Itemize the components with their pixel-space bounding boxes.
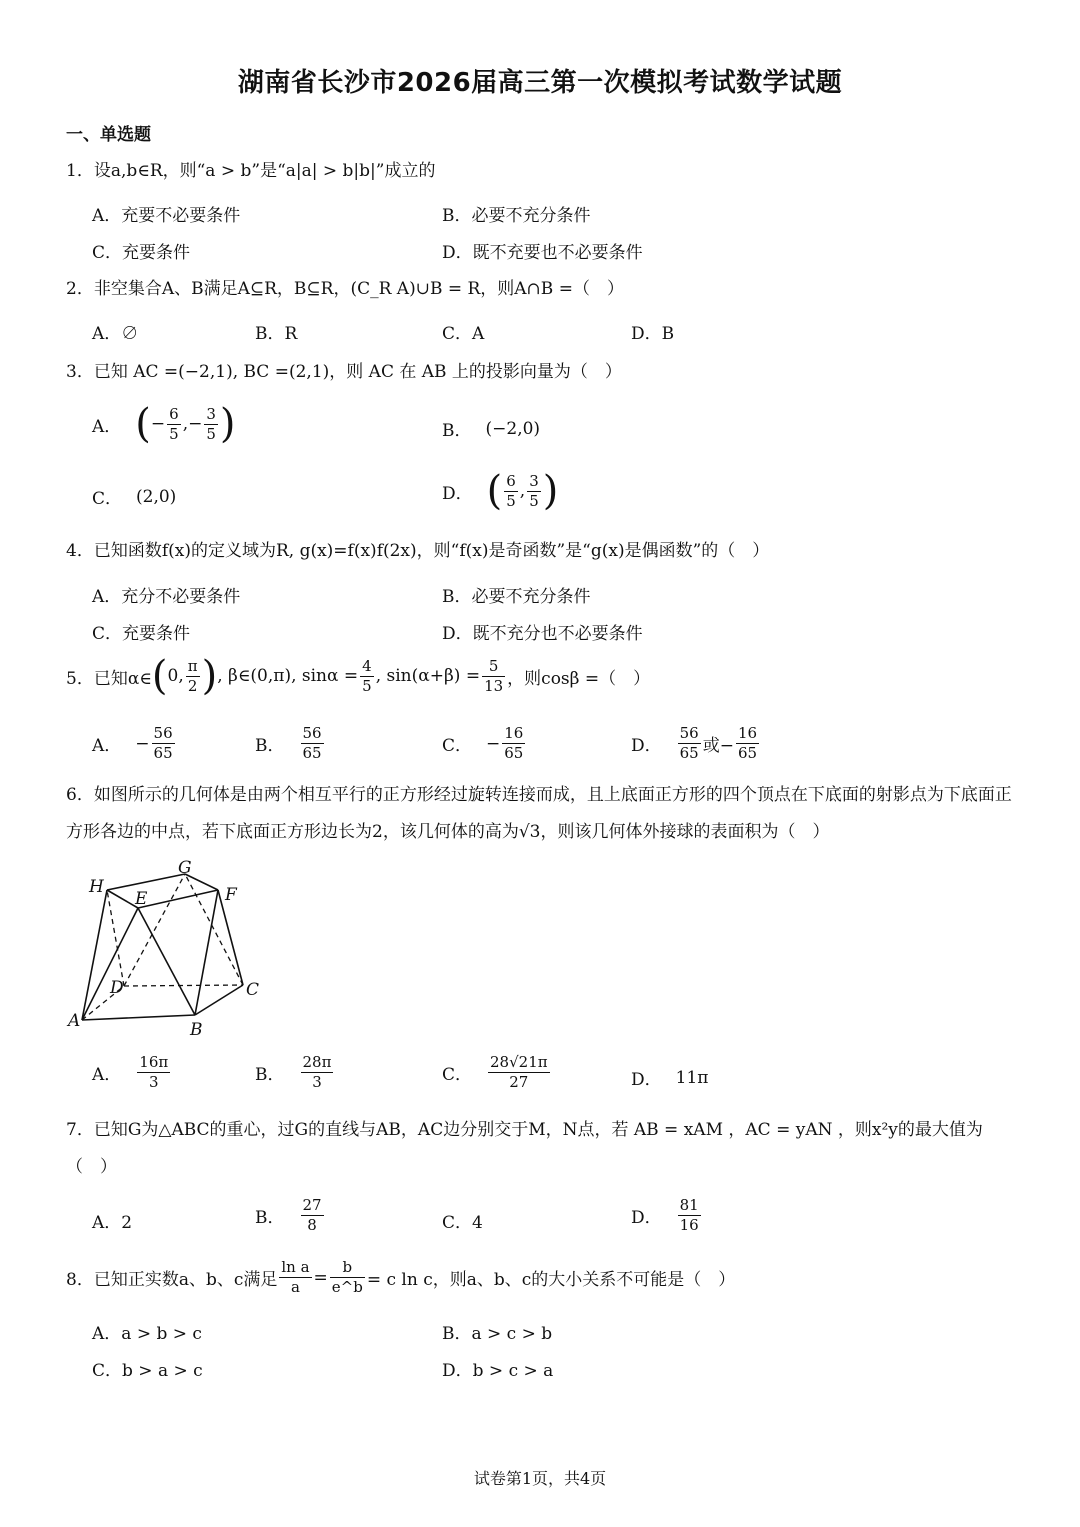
q5-option-c: C． − $\frac{16}{65}$ xyxy=(442,724,524,762)
q8-option-d: D．b > c > a xyxy=(442,1361,554,1381)
q7-option-c: C．4 xyxy=(442,1213,483,1233)
label-c: C xyxy=(246,980,260,1000)
label-e: E xyxy=(135,889,148,909)
exam-title: 湖南省长沙市2026届高三第一次模拟考试数学试题 xyxy=(237,68,843,98)
q6-option-c: C． 28√21π 27 xyxy=(442,1053,548,1091)
edge-ah xyxy=(82,890,107,1020)
label-d: D xyxy=(110,978,124,998)
question-5-stem: 5．已知α∈ ( 0, π 2 ) , β∈(0,π), sinα = $\frac{4}{5}$ , sin(α+β) = $\frac{5}{13}$ ，则cosβ =（ ） xyxy=(66,653,651,699)
q1-option-b: B．必要不充分条件 xyxy=(442,206,591,226)
q1-option-a: A．充要不必要条件 xyxy=(92,206,241,226)
edge-dg xyxy=(124,874,185,986)
q1-option-d: D．既不充要也不必要条件 xyxy=(442,243,643,263)
q4-option-c: C．充要条件 xyxy=(92,624,191,644)
question-2-stem: 2．非空集合A、B满足A⊆R，B⊆R，(C_R A)∪B = R，则A∩B =（ ） xyxy=(66,279,624,299)
q3-option-d: D． ( 6 5 , 3 5 ) xyxy=(442,468,559,514)
label-b: B xyxy=(190,1020,203,1040)
edge-dc xyxy=(124,985,243,986)
question-1-stem: 1．设a,b∈R，则“a > b”是“a|a| > b|b|”成立的 xyxy=(66,161,436,181)
geometry-figure xyxy=(60,855,280,1040)
question-7-stem: 7．已知G为△ABC的重心，过G的直线与AB，AC边分别交于M，N点，若 AB = xAM ，AC = yAN ，则x²y的最大值为（ ） xyxy=(66,1120,983,1177)
question-4-stem: 4．已知函数f(x)的定义域为R, g(x)=f(x)f(2x)，则“f(x)是奇函数”是“g(x)是偶函数”的（ ） xyxy=(66,541,770,561)
q3-option-a-label: A． xyxy=(92,416,122,437)
q5-option-a: A． − $\frac{56}{65}$ xyxy=(92,724,173,762)
q8-option-a: A．a > b > c xyxy=(92,1324,202,1344)
edge-hg xyxy=(107,874,185,890)
edge-dh xyxy=(107,890,124,986)
edge-fe xyxy=(138,890,218,908)
q2-option-c: C．A xyxy=(442,324,485,344)
edge-bc xyxy=(195,985,243,1015)
label-a: A xyxy=(68,1011,81,1031)
q7-option-a: A．2 xyxy=(92,1213,133,1233)
section-heading: 一、单选题 xyxy=(66,125,151,145)
q7-option-d: D． 81 16 xyxy=(631,1196,699,1234)
label-f: F xyxy=(225,885,237,905)
edge-eh xyxy=(107,890,138,908)
edge-be xyxy=(138,908,195,1015)
q6-option-b: B． 28π 3 xyxy=(255,1053,332,1091)
q6-option-d: D． 11π xyxy=(631,1067,709,1090)
q5-option-d: D． 56 65 或− $\frac{16}{65}$ xyxy=(631,724,758,762)
q2-option-a: A．∅ xyxy=(92,324,139,344)
q3-option-b: B． (−2,0) xyxy=(442,418,541,441)
q7-option-b: B． 27 8 xyxy=(255,1196,322,1234)
q5-option-b: B． 56 65 xyxy=(255,724,322,762)
page-footer: 试卷第1页，共4页 xyxy=(473,1469,607,1488)
q4-option-a: A．充分不必要条件 xyxy=(92,587,241,607)
q3-option-c: C． (2,0) xyxy=(92,486,177,509)
q4-option-d: D．既不充分也不必要条件 xyxy=(442,624,643,644)
question-3-stem: 3．已知 AC =(−2,1), BC =(2,1)，则 AC 在 AB 上的投影向量为（ ） xyxy=(66,362,622,382)
q3-option-a: A． ( − 6 5 ,− 3 5 ) xyxy=(92,401,236,447)
question-6-stem: 6．如图所示的几何体是由两个相互平行的正方形经过旋转连接而成，且上底面正方形的四个顶点在下底面的射影点为下底面正方形各边的中点，若下底面正方形边长为2，该几何体的高为√3，则该几何体外接球的表面积为（ ） xyxy=(66,785,1012,842)
label-h: H xyxy=(89,877,104,897)
q1-option-c: C．充要条件 xyxy=(92,243,191,263)
q4-option-b: B．必要不充分条件 xyxy=(442,587,591,607)
edge-ae xyxy=(82,908,138,1020)
q2-option-d: D．B xyxy=(631,324,675,344)
label-g: G xyxy=(178,858,192,878)
q8-option-c: C．b > a > c xyxy=(92,1361,203,1381)
edge-bf xyxy=(195,890,218,1015)
edge-ab xyxy=(82,1015,195,1020)
q6-option-a: A． 16π 3 xyxy=(92,1053,169,1091)
q2-option-b: B．R xyxy=(255,324,298,344)
q8-option-b: B．a > c > b xyxy=(442,1324,553,1344)
question-8-stem: 8．已知正实数a、b、c满足 $\frac{\text{ln a}}{a}$ = $\frac{b}{e\^{}b}$ = c ln c，则a、b、c的大小关系不可能是（ ） xyxy=(66,1258,736,1296)
